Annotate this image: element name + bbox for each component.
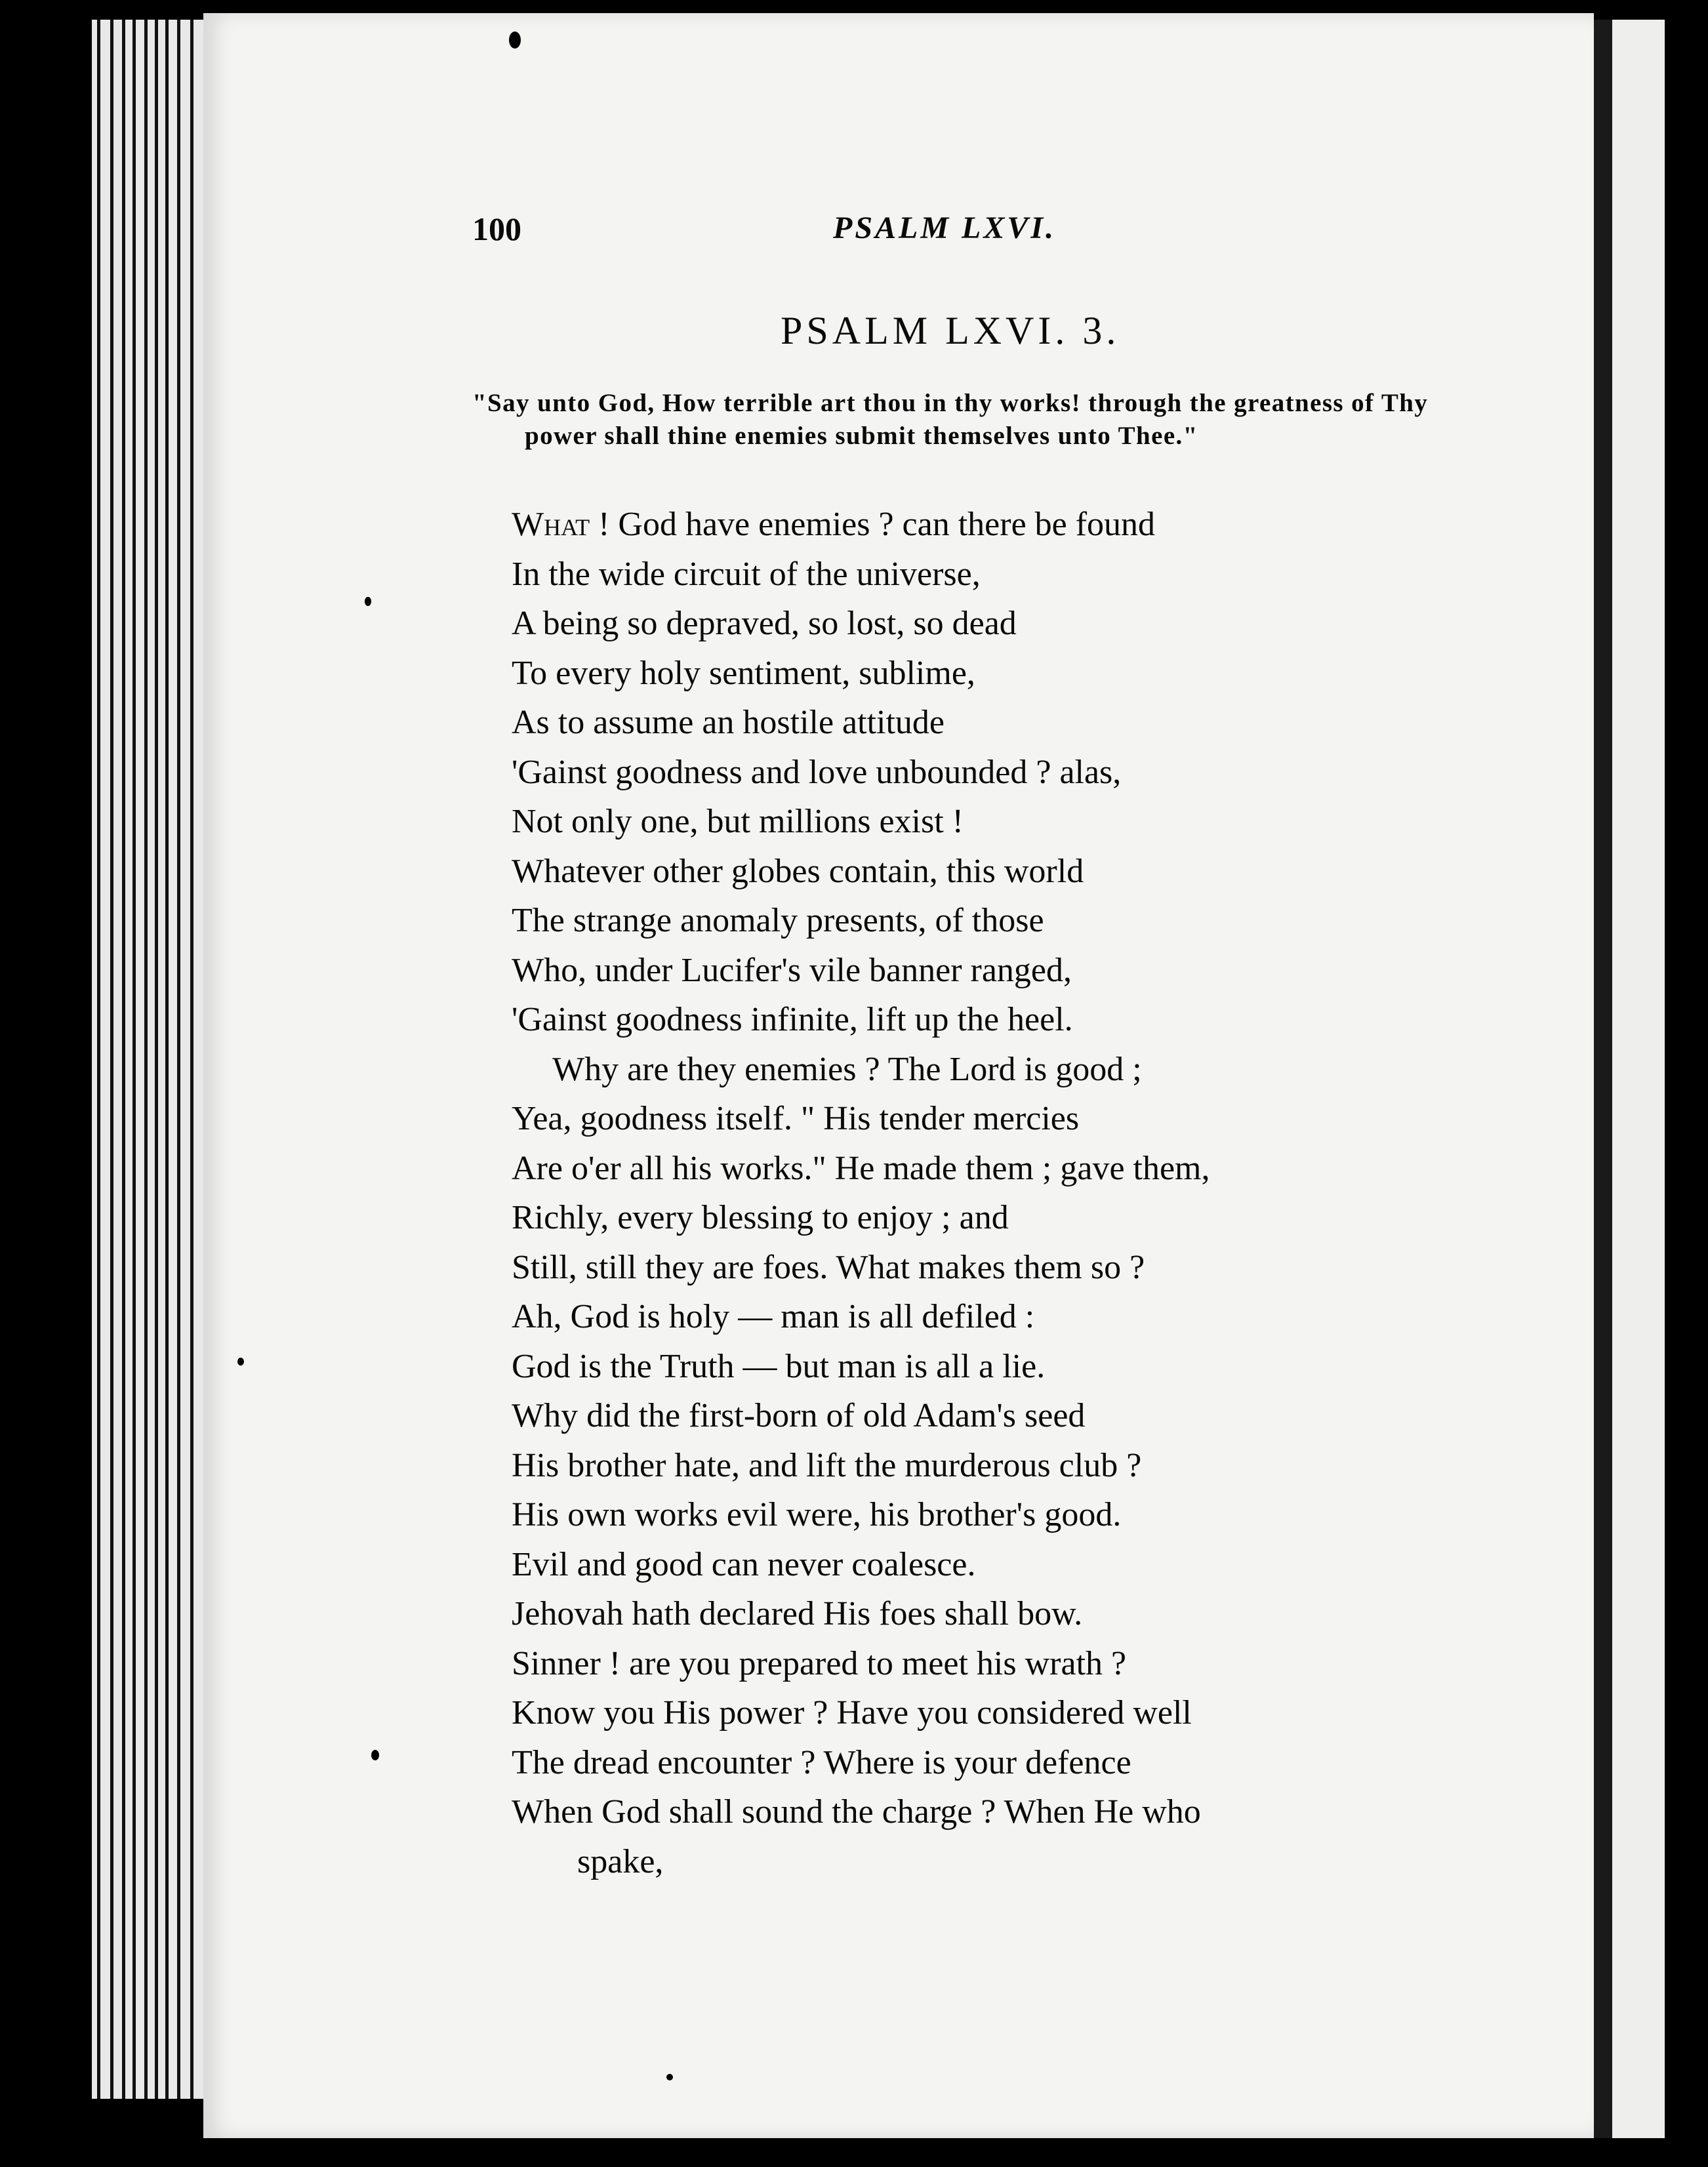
poem-line: In the wide circuit of the universe, <box>512 555 981 593</box>
poem-first-word: What <box>512 506 590 543</box>
poem-line: Why are they enemies ? The Lord is good ; <box>552 1050 1142 1088</box>
poem-line: Richly, every blessing to enjoy ; and <box>512 1199 1009 1236</box>
poem-line: 'Gainst goodness infinite, lift up the heel. <box>512 1001 1073 1038</box>
poem-line: 'Gainst goodness and love unbounded ? alas, <box>512 753 1122 791</box>
psalm-title: PSALM LXVI. 3. <box>781 309 1120 352</box>
ink-speck <box>509 31 521 49</box>
ink-speck <box>237 1358 244 1366</box>
poem-line: Evil and good can never coalesce. <box>512 1545 976 1583</box>
epigraph: "Say unto God, How terrible art thou in thy works! through the greatness of Thy power shall thine enemies submit themselves unto Thee." <box>472 389 1429 450</box>
poem-line: When God shall sound the charge ? When He who <box>512 1793 1201 1831</box>
poem-line: As to assume an hostile attitude <box>512 704 945 741</box>
poem-line: Know you His power ? Have you considered well <box>512 1694 1192 1732</box>
ink-speck <box>365 597 371 606</box>
poem-line: Still, still they are foes. What makes them so ? <box>512 1248 1145 1286</box>
poem-line: Why did the first-born of old Adam's seed <box>512 1397 1086 1434</box>
poem-line: spake, <box>577 1842 664 1880</box>
poem-line: Not only one, but millions exist ! <box>512 803 964 840</box>
ink-speck <box>666 2074 673 2080</box>
poem-line: Jehovah hath declared His foes shall bow. <box>512 1595 1083 1632</box>
poem-line-text: ! God have enemies ? can there be found <box>598 506 1156 543</box>
page-gutter <box>1594 20 1612 2138</box>
running-title: PSALM LXVI. <box>833 211 1057 245</box>
poem-line: Who, under Lucifer's vile banner ranged, <box>512 951 1072 989</box>
poem-line: The dread encounter ? Where is your defence <box>512 1743 1131 1781</box>
poem-line: God is the Truth — but man is all a lie. <box>512 1347 1046 1385</box>
page-number: 100 <box>472 211 521 247</box>
poem-line: His own works evil were, his brother's good. <box>512 1496 1122 1533</box>
poem <box>512 500 1456 1886</box>
poem-line: Are o'er all his works." He made them ; gave them, <box>512 1149 1210 1187</box>
poem-line: Yea, goodness itself. " His tender mercies <box>512 1100 1080 1137</box>
poem-line: Ah, God is holy — man is all defiled : <box>512 1298 1035 1335</box>
poem-line: The strange anomaly presents, of those <box>512 902 1044 939</box>
ink-speck <box>371 1750 379 1760</box>
poem-line: To every holy sentiment, sublime, <box>512 654 975 692</box>
poem-line: His brother hate, and lift the murderous club ? <box>512 1446 1142 1484</box>
poem-line: Whatever other globes contain, this world <box>512 852 1084 890</box>
facing-page-edge <box>1612 20 1665 2138</box>
poem-line: A being so depraved, so lost, so dead <box>512 605 1017 642</box>
running-head <box>472 210 1482 262</box>
page-edges <box>92 20 216 2099</box>
poem-line <box>512 500 1456 550</box>
poem-line: Sinner ! are you prepared to meet his wrath ? <box>512 1644 1127 1682</box>
